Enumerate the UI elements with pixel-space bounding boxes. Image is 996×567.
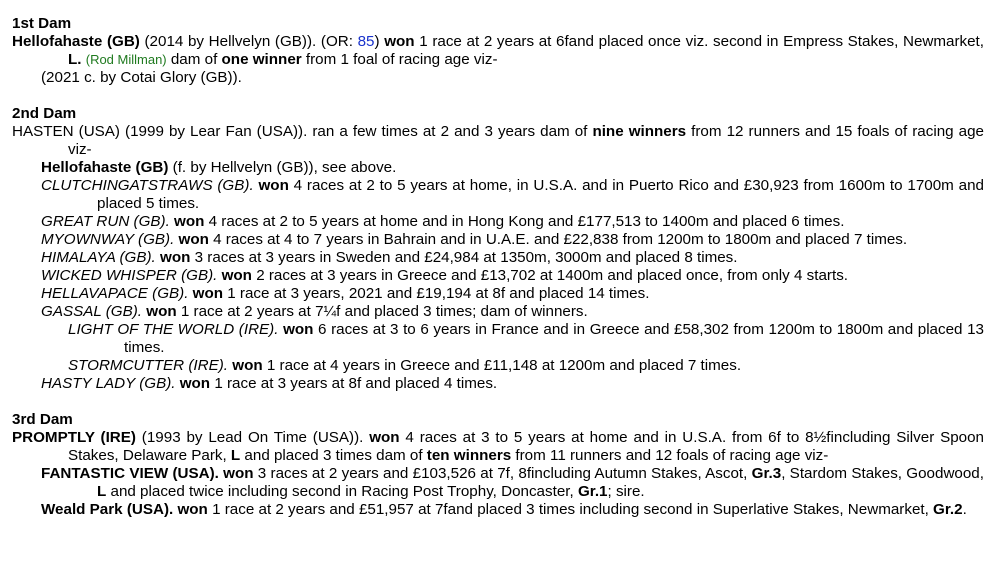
produce-text: 1 race at 3 years at 8f and placed 4 times.	[210, 375, 498, 392]
weald-park-entry	[41, 501, 984, 519]
produce-won: won	[160, 249, 191, 266]
produce-name: LIGHT OF THE WORLD (IRE).	[68, 321, 279, 338]
fantastic-view-won: won	[223, 465, 254, 482]
weald-park-won: won	[177, 501, 208, 518]
third-dam-text-4: from 11 runners and 12 foals of racing age viz-	[511, 447, 829, 464]
fantastic-view-text-3: and placed twice including second in Racing Post Trophy, Doncaster,	[106, 483, 578, 500]
produce-name: GASSAL (GB).	[41, 303, 143, 320]
produce-won: won	[258, 177, 289, 194]
produce-name: CLUTCHINGATSTRAWS (GB).	[41, 177, 254, 194]
produce-name: HELLAVAPACE (GB).	[41, 285, 189, 302]
weald-park-name: Weald Park (USA).	[41, 501, 174, 518]
produce-name: HIMALAYA (GB).	[41, 249, 156, 266]
first-dam-text-3: 1 race at 2 years at 6fand placed once viz. second in Empress Stakes, Newmarket,	[414, 33, 984, 50]
produce-won: won	[146, 303, 177, 320]
fantastic-view-grade-1: Gr.3	[751, 465, 782, 482]
produce-won: won	[178, 231, 209, 248]
fantastic-view-grade-2: L	[97, 483, 107, 500]
produce-won: won	[232, 357, 263, 374]
produce-name: WICKED WHISPER (GB).	[41, 267, 218, 284]
third-dam-text-2: 4 races at 3 to 5 years at home and in U.S.A. from 6f to 8½fincluding Silver Spoon Stakes, Delaware Park,	[68, 429, 984, 464]
second-dam-nine-winners: nine winners	[592, 123, 687, 140]
first-dam-foal: (2021 c. by Cotai Glory (GB)).	[41, 69, 242, 86]
fantastic-view-text-1: 3 races at 2 years and £103,526 at 7f, 8fincluding Autumn Stakes, Ascot,	[253, 465, 752, 482]
second-dam-heading: 2nd Dam	[12, 105, 77, 122]
produce-name: HASTY LADY (GB).	[41, 375, 176, 392]
weald-park-text-1: 1 race at 2 years and £51,957 at 7fand placed 3 times including second in Superlative Stakes, Newmarket,	[207, 501, 934, 518]
fantastic-view-text-2: , Stardom Stakes, Goodwood,	[781, 465, 984, 482]
second-dam-text-1: (1999 by Lear Fan (USA)). ran a few times at 2 and 3 years dam of	[120, 123, 593, 140]
first-dam-name: Hellofahaste (GB)	[12, 33, 140, 50]
first-dam-heading: 1st Dam	[12, 15, 72, 32]
produce-text: 4 races at 2 to 5 years at home, in U.S.A. and in Puerto Rico and £30,923 from 1600m to 1700m and placed 5 times.	[97, 177, 984, 212]
first-dam-one-winner: one winner	[221, 51, 302, 68]
produce-won: won	[283, 321, 314, 338]
produce-text: 1 race at 2 years at 7¼f and placed 3 times; dam of winners.	[176, 303, 588, 320]
official-rating-value: 85	[357, 33, 375, 50]
second-dam-text-2: from 12 runners and 15 foals of racing age viz-	[68, 123, 984, 158]
produce-text: 1 race at 4 years in Greece and £11,148 at 1200m and placed 7 times.	[262, 357, 742, 374]
produce-text: 1 race at 3 years, 2021 and £19,194 at 8f and placed 14 times.	[223, 285, 650, 302]
produce-entry	[41, 177, 984, 213]
third-dam-heading: 3rd Dam	[12, 411, 73, 428]
second-dam-entry	[12, 123, 984, 159]
third-dam-ten-winners: ten winners	[426, 447, 512, 464]
produce-entry	[41, 159, 984, 177]
first-dam-text-1: (2014 by Hellvelyn (GB)). (OR:	[139, 33, 358, 50]
produce-entry	[41, 231, 984, 249]
weald-park-grade: Gr.2	[933, 501, 963, 518]
first-dam-won: won	[384, 33, 415, 50]
third-dam-text-1: (1993 by Lead On Time (USA)).	[135, 429, 370, 446]
fantastic-view-name: FANTASTIC VIEW (USA).	[41, 465, 219, 482]
produce-won: won	[192, 285, 224, 302]
third-dam-listed: L	[230, 447, 241, 464]
produce-entry	[41, 375, 984, 393]
produce-entry	[41, 303, 984, 321]
produce-entry	[68, 321, 984, 357]
fantastic-view-text-4: ; sire.	[607, 483, 645, 500]
second-dam-name: HASTEN (USA)	[12, 123, 120, 140]
produce-text: (f. by Hellvelyn (GB)), see above.	[168, 159, 397, 176]
produce-entry	[41, 285, 984, 303]
produce-entry	[41, 249, 984, 267]
produce-entry	[41, 267, 984, 285]
produce-won: won	[174, 213, 205, 230]
produce-entry	[41, 213, 984, 231]
produce-name: GREAT RUN (GB).	[41, 213, 170, 230]
first-dam-entry	[12, 33, 984, 69]
produce-name: STORMCUTTER (IRE).	[68, 357, 229, 374]
produce-entry	[68, 357, 984, 375]
trainer-name: (Rod Millman)	[85, 52, 167, 67]
third-dam-text-3: and placed 3 times dam of	[240, 447, 427, 464]
second-dam-produce-list	[12, 159, 984, 393]
produce-text: 4 races at 4 to 7 years in Bahrain and in U.A.E. and £22,838 from 1200m to 1800m and placed 7 times.	[208, 231, 908, 248]
fantastic-view-entry	[41, 465, 984, 501]
produce-text: 4 races at 2 to 5 years at home and in Hong Kong and £177,513 to 1400m and placed 6 times.	[204, 213, 845, 230]
first-dam-text-6: from 1 foal of racing age viz-	[301, 51, 498, 68]
first-dam-text-2: )	[374, 33, 385, 50]
weald-park-text-2: .	[962, 501, 967, 518]
third-dam-won: won	[369, 429, 400, 446]
fantastic-view-grade-3: Gr.1	[577, 483, 608, 500]
produce-name: Hellofahaste (GB)	[41, 159, 169, 176]
produce-text: 6 races at 3 to 6 years in France and in Greece and £58,302 from 1200m to 1800m and placed 13 times.	[124, 321, 984, 356]
produce-won: won	[221, 267, 252, 284]
produce-text: 3 races at 3 years in Sweden and £24,984 at 1350m, 3000m and placed 8 times.	[190, 249, 738, 266]
produce-name: MYOWNWAY (GB).	[41, 231, 175, 248]
produce-won: won	[179, 375, 211, 392]
first-dam-listed: L.	[68, 51, 82, 68]
third-dam-name: PROMPTLY (IRE)	[12, 429, 136, 446]
produce-text: 2 races at 3 years in Greece and £13,702 at 1400m and placed once, from only 4 starts.	[251, 267, 849, 284]
third-dam-entry	[12, 429, 984, 465]
first-dam-text-5: dam of	[166, 51, 222, 68]
